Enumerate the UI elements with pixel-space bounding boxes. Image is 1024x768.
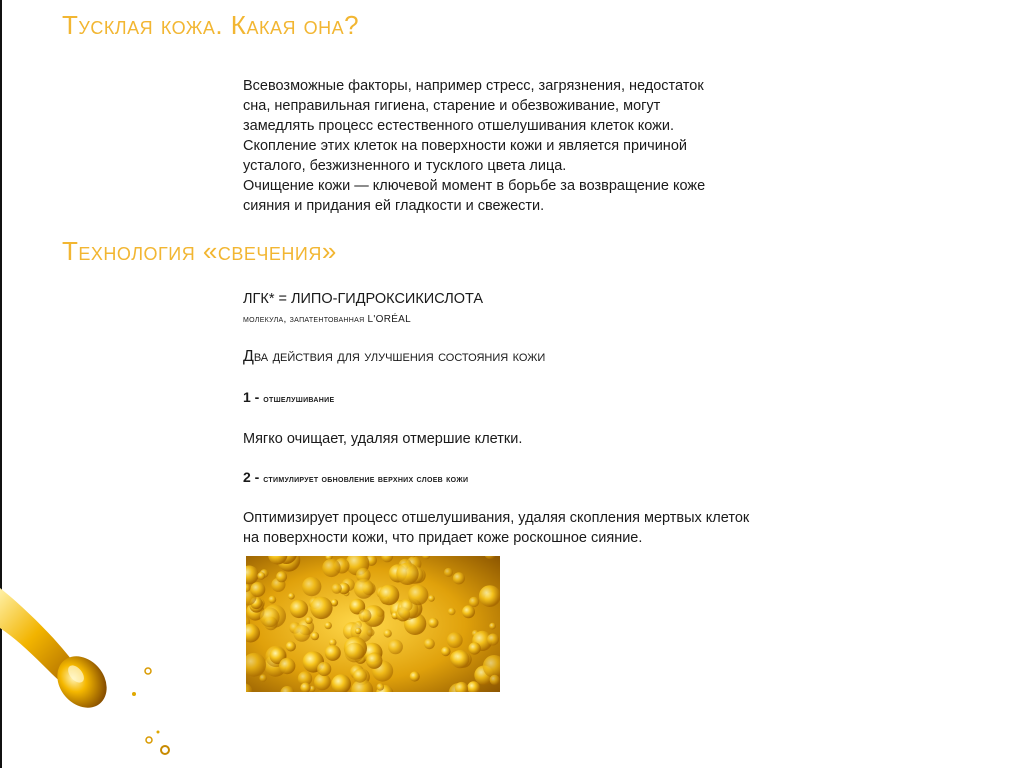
- bubble: [311, 632, 319, 640]
- bubble: [260, 608, 280, 628]
- section-heading-glow-technology: Технология «свечения»: [62, 236, 337, 266]
- bubble: [396, 563, 418, 585]
- bubble: [379, 585, 400, 606]
- golden-bubbles-graphic: [246, 556, 500, 692]
- lgk-definition: ЛГК* = ЛИПО-ГИДРОКСИКИСЛОТА: [243, 291, 484, 307]
- bubble: [451, 650, 469, 668]
- bubble: [286, 641, 296, 651]
- step-separator: -: [250, 389, 264, 405]
- step-1-title: [243, 389, 334, 405]
- bubble: [468, 642, 480, 654]
- bubble: [448, 608, 456, 616]
- bubble: [290, 600, 308, 618]
- intro-line: Очищение кожи — ключевой момент в борьбе за возвращение коже: [243, 178, 706, 194]
- bubble: [355, 628, 361, 634]
- bubble: [377, 683, 385, 691]
- bubble: [490, 675, 500, 685]
- bubble: [257, 572, 265, 580]
- bubble: [366, 653, 382, 669]
- bubble: [428, 595, 435, 602]
- bubble: [424, 638, 435, 649]
- bubble: [302, 577, 321, 596]
- bubble: [345, 643, 365, 663]
- bubble: [276, 571, 287, 582]
- bubble: [279, 658, 295, 674]
- intro-line: Скопление этих клеток на поверхности кожи и является причиной: [243, 138, 687, 154]
- intro-line: замедлять процесс естественного отшелушивания клеток кожи.: [243, 118, 674, 134]
- bubble: [259, 674, 266, 681]
- intro-line: Всевозможные факторы, например стресс, загрязнения, недостаток: [243, 78, 704, 94]
- intro-line: сна, неправильная гигиена, старение и обезвоживание, могут: [243, 98, 661, 114]
- intro-paragraph: [243, 76, 843, 216]
- step-1-description-line: Мягко очищает, удаляя отмершие клетки.: [243, 431, 523, 447]
- bubble: [288, 593, 295, 600]
- bubble: [444, 568, 453, 577]
- bubble: [353, 669, 367, 683]
- bubble: [388, 640, 403, 655]
- step-number: 2: [243, 469, 251, 485]
- step-2-description-line: Оптимизирует процесс отшелушивания, удаляя скопления мертвых клеток: [243, 510, 750, 526]
- bubble: [428, 618, 438, 628]
- golden-bubbles-image: [246, 556, 500, 692]
- bubble: [359, 609, 372, 622]
- patent-note: молекула, запатентованная L'ORÉAL: [243, 314, 412, 325]
- step-2-title: [243, 469, 468, 485]
- golden-drop-icon: [0, 570, 200, 768]
- bubble: [325, 645, 341, 661]
- bubble: [453, 572, 465, 584]
- step-label: отшелушивание: [263, 394, 335, 405]
- section-heading-dull-skin: Тусклая кожа. Какая она?: [62, 10, 360, 40]
- bubble: [322, 559, 340, 577]
- bubble: [479, 585, 500, 607]
- golden-drop-decoration: [0, 570, 200, 768]
- bubble: [462, 605, 475, 618]
- bubble: [354, 579, 374, 599]
- bubble: [441, 647, 451, 657]
- step-2-description: [243, 508, 883, 548]
- step-2-description-line: на поверхности кожи, что придает коже роскошное сияние.: [243, 530, 643, 546]
- intro-line: сияния и придания ей гладкости и свежести.: [243, 198, 545, 214]
- step-number: 1: [243, 389, 251, 405]
- step-separator: -: [250, 469, 264, 485]
- bubble: [487, 634, 499, 646]
- bubble: [408, 585, 428, 605]
- two-actions-subheading: Два действия для улучшения состояния кожи: [243, 348, 546, 365]
- bubble: [410, 671, 420, 681]
- bubble: [310, 597, 332, 619]
- bubble: [293, 625, 310, 642]
- bubble: [314, 674, 331, 691]
- bubble: [384, 629, 392, 637]
- bubble: [447, 632, 463, 648]
- step-label: стимулирует обновление верхних слоев кожи: [263, 474, 469, 485]
- bubble: [268, 596, 276, 604]
- bubble: [250, 582, 265, 597]
- bubble: [332, 583, 342, 593]
- bubble: [469, 597, 479, 607]
- intro-line: усталого, безжизненного и тусклого цвета лица.: [243, 158, 567, 174]
- bubble: [325, 622, 332, 629]
- bubble: [489, 623, 496, 630]
- bubble: [305, 617, 313, 625]
- step-1-description: [243, 429, 522, 449]
- bubble: [317, 662, 331, 676]
